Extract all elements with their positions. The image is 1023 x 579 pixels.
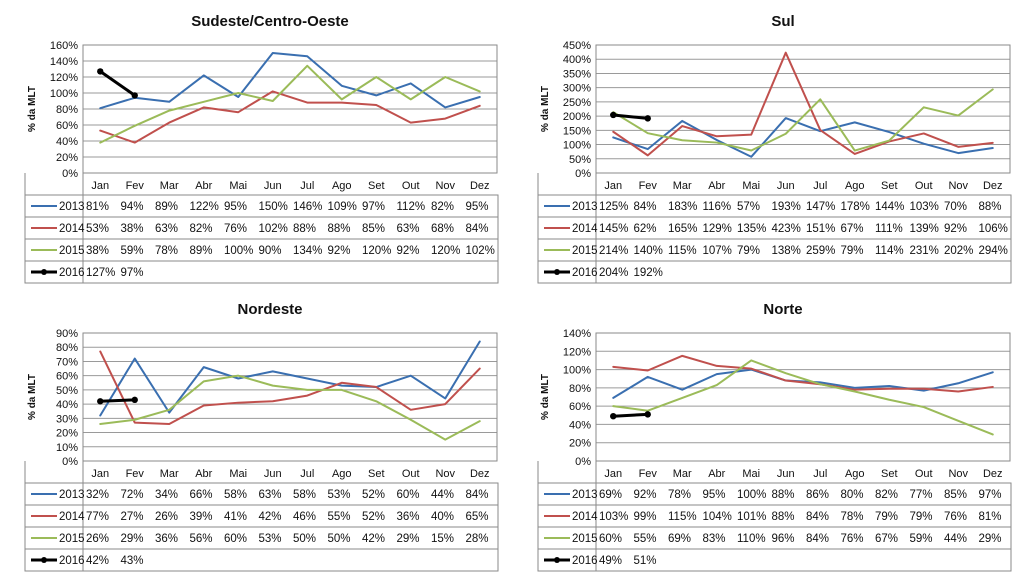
x-tick-label: Abr xyxy=(708,468,726,480)
table-cell: 88% xyxy=(771,511,795,523)
y-tick-label: 80% xyxy=(568,382,591,395)
table-cell: 78% xyxy=(155,245,179,257)
legend-label: 2016 xyxy=(59,267,85,279)
table-cell: 29% xyxy=(396,533,420,545)
table-cell: 294% xyxy=(978,245,1008,257)
table-cell: 92% xyxy=(396,245,420,257)
chart-svg xyxy=(5,294,505,579)
table-cell: 92% xyxy=(633,489,657,501)
data-point-2016 xyxy=(132,92,138,98)
table-cell: 26% xyxy=(155,511,179,523)
y-axis-label: % da MLT xyxy=(27,86,38,132)
x-tick-label: Nov xyxy=(948,180,969,192)
table-cell: 49% xyxy=(599,555,623,567)
table-cell: 44% xyxy=(944,533,968,545)
table-cell: 81% xyxy=(978,511,1002,523)
table-cell: 59% xyxy=(909,533,933,545)
table-cell: 76% xyxy=(840,533,864,545)
table-cell: 27% xyxy=(120,511,144,523)
x-tick-label: Set xyxy=(880,468,898,480)
x-tick-label: Jan xyxy=(91,468,110,480)
table-cell: 107% xyxy=(702,245,732,257)
y-tick-label: 20% xyxy=(568,437,591,450)
table-cell: 106% xyxy=(978,223,1008,235)
data-point-2016 xyxy=(645,115,651,121)
legend-label: 2013 xyxy=(59,489,85,501)
table-cell: 92% xyxy=(327,245,351,257)
series-line-2016 xyxy=(613,115,648,118)
table-cell: 63% xyxy=(155,223,179,235)
y-tick-label: 80% xyxy=(55,342,78,355)
x-tick-label: Abr xyxy=(708,180,726,192)
table-cell: 192% xyxy=(633,267,663,279)
chart-nordeste xyxy=(5,294,505,579)
table-cell: 82% xyxy=(431,201,455,213)
table-cell: 32% xyxy=(86,489,110,501)
table-cell: 140% xyxy=(633,245,663,257)
table-cell: 82% xyxy=(189,223,213,235)
x-tick-label: Mar xyxy=(672,468,692,480)
x-tick-label: Dez xyxy=(469,180,490,192)
chart-title: Norte xyxy=(763,301,803,318)
table-cell: 44% xyxy=(431,489,455,501)
chart-sul xyxy=(518,6,1018,291)
legend-label: 2013 xyxy=(572,489,598,501)
table-cell: 139% xyxy=(909,223,939,235)
table-cell: 95% xyxy=(224,201,248,213)
chart-svg xyxy=(518,294,1018,579)
x-tick-label: Mar xyxy=(159,180,179,192)
table-cell: 60% xyxy=(599,533,623,545)
table-cell: 97% xyxy=(362,201,386,213)
table-cell: 79% xyxy=(909,511,933,523)
table-cell: 58% xyxy=(224,489,248,501)
x-tick-label: Fev xyxy=(638,468,657,480)
y-tick-label: 300% xyxy=(562,82,591,95)
x-tick-label: Nov xyxy=(948,468,969,480)
x-tick-label: Jun xyxy=(263,468,282,480)
table-cell: 110% xyxy=(737,533,766,545)
table-cell: 38% xyxy=(86,245,110,257)
x-tick-label: Out xyxy=(914,180,933,192)
table-cell: 58% xyxy=(293,489,317,501)
table-cell: 60% xyxy=(396,489,420,501)
legend-label: 2015 xyxy=(59,245,85,257)
table-cell: 42% xyxy=(258,511,282,523)
table-cell: 97% xyxy=(978,489,1002,501)
y-tick-label: 450% xyxy=(562,40,591,52)
y-tick-label: 100% xyxy=(562,139,591,152)
table-cell: 52% xyxy=(362,511,386,523)
table-cell: 104% xyxy=(702,511,732,523)
table-cell: 79% xyxy=(737,245,761,257)
legend-label: 2016 xyxy=(572,267,598,279)
table-cell: 122% xyxy=(189,201,219,213)
table-cell: 41% xyxy=(224,511,248,523)
legend-label: 2015 xyxy=(59,533,85,545)
x-tick-label: Nov xyxy=(435,468,456,480)
x-tick-label: Dez xyxy=(982,180,1003,192)
series-line-2016 xyxy=(100,400,135,401)
table-cell: 46% xyxy=(293,511,317,523)
x-tick-label: Jun xyxy=(776,468,795,480)
x-tick-label: Jan xyxy=(604,180,623,192)
table-cell: 99% xyxy=(633,511,657,523)
x-tick-label: Set xyxy=(880,180,898,192)
x-tick-label: Jul xyxy=(300,180,315,192)
x-tick-label: Mar xyxy=(159,468,179,480)
x-tick-label: Mai xyxy=(742,468,761,480)
series-line-2014 xyxy=(613,53,993,156)
table-cell: 100% xyxy=(224,245,254,257)
chart-svg xyxy=(518,6,1018,291)
y-tick-label: 200% xyxy=(562,111,591,124)
table-cell: 77% xyxy=(909,489,933,501)
table-cell: 79% xyxy=(840,245,864,257)
table-cell: 178% xyxy=(840,201,870,213)
table-cell: 55% xyxy=(327,511,351,523)
x-tick-label: Jun xyxy=(776,180,795,192)
table-cell: 95% xyxy=(702,489,726,501)
y-tick-label: 0% xyxy=(62,456,78,468)
table-cell: 95% xyxy=(465,201,489,213)
table-cell: 38% xyxy=(120,223,144,235)
series-line-2015 xyxy=(613,89,993,150)
x-tick-label: Mai xyxy=(229,468,248,480)
table-cell: 151% xyxy=(806,223,836,235)
table-cell: 115% xyxy=(668,511,697,523)
legend-marker-2016 xyxy=(41,269,47,275)
x-tick-label: Ago xyxy=(331,180,352,192)
legend-marker-2016 xyxy=(554,269,560,275)
y-tick-label: 60% xyxy=(568,401,591,414)
table-cell: 85% xyxy=(362,223,386,235)
table-cell: 72% xyxy=(120,489,144,501)
table-cell: 103% xyxy=(599,511,629,523)
y-tick-label: 60% xyxy=(55,370,78,383)
table-cell: 67% xyxy=(875,533,899,545)
table-cell: 84% xyxy=(465,489,489,501)
x-tick-label: Fev xyxy=(638,180,657,192)
chart-title: Sul xyxy=(771,13,795,30)
y-tick-label: 30% xyxy=(55,413,78,426)
table-cell: 59% xyxy=(120,245,144,257)
table-cell: 42% xyxy=(86,555,110,567)
table-cell: 100% xyxy=(737,489,767,501)
table-cell: 112% xyxy=(396,201,426,213)
table-cell: 68% xyxy=(431,223,455,235)
table-cell: 150% xyxy=(258,201,288,213)
x-tick-label: Out xyxy=(914,468,933,480)
table-cell: 36% xyxy=(155,533,179,545)
table-cell: 39% xyxy=(189,511,213,523)
x-tick-label: Dez xyxy=(982,468,1003,480)
table-cell: 57% xyxy=(737,201,761,213)
x-tick-label: Jan xyxy=(91,180,110,192)
table-cell: 84% xyxy=(806,511,830,523)
x-tick-label: Nov xyxy=(435,180,456,192)
table-cell: 103% xyxy=(909,201,939,213)
table-cell: 214% xyxy=(599,245,629,257)
table-cell: 53% xyxy=(327,489,351,501)
table-cell: 15% xyxy=(431,533,455,545)
table-cell: 147% xyxy=(806,201,836,213)
table-cell: 125% xyxy=(599,201,629,213)
x-tick-label: Mar xyxy=(672,180,692,192)
x-tick-label: Set xyxy=(367,180,385,192)
table-cell: 116% xyxy=(702,201,732,213)
y-tick-label: 250% xyxy=(562,96,591,109)
table-cell: 77% xyxy=(86,511,110,523)
table-cell: 204% xyxy=(599,267,629,279)
y-tick-label: 0% xyxy=(62,168,78,180)
table-cell: 144% xyxy=(875,201,905,213)
table-cell: 50% xyxy=(327,533,351,545)
x-tick-label: Jun xyxy=(263,180,282,192)
data-point-2016 xyxy=(610,112,616,118)
table-cell: 92% xyxy=(944,223,968,235)
table-cell: 90% xyxy=(258,245,282,257)
y-tick-label: 100% xyxy=(562,364,591,377)
table-cell: 115% xyxy=(668,245,697,257)
table-cell: 60% xyxy=(224,533,248,545)
table-cell: 145% xyxy=(599,223,629,235)
chart-title: Nordeste xyxy=(237,301,303,318)
table-cell: 135% xyxy=(737,223,767,235)
y-tick-label: 50% xyxy=(568,153,591,166)
table-cell: 80% xyxy=(840,489,864,501)
legend-label: 2016 xyxy=(572,555,598,567)
x-tick-label: Jan xyxy=(604,468,623,480)
table-cell: 146% xyxy=(293,201,323,213)
table-cell: 26% xyxy=(86,533,110,545)
table-cell: 55% xyxy=(633,533,657,545)
table-cell: 52% xyxy=(362,489,386,501)
x-tick-label: Mai xyxy=(229,180,248,192)
data-point-2016 xyxy=(610,413,616,419)
table-cell: 51% xyxy=(633,555,657,567)
x-tick-label: Mai xyxy=(742,180,761,192)
table-cell: 84% xyxy=(465,223,489,235)
table-cell: 29% xyxy=(120,533,144,545)
table-cell: 63% xyxy=(396,223,420,235)
y-tick-label: 60% xyxy=(55,120,78,132)
y-axis-label: % da MLT xyxy=(540,374,551,420)
x-tick-label: Abr xyxy=(195,468,213,480)
x-tick-label: Ago xyxy=(331,468,352,480)
table-cell: 88% xyxy=(771,489,795,501)
y-tick-label: 120% xyxy=(562,346,591,359)
table-cell: 89% xyxy=(155,201,179,213)
table-cell: 62% xyxy=(633,223,657,235)
table-cell: 28% xyxy=(465,533,489,545)
x-tick-label: Abr xyxy=(195,180,213,192)
legend-label: 2013 xyxy=(572,201,598,213)
table-cell: 129% xyxy=(702,223,732,235)
x-tick-label: Ago xyxy=(844,180,865,192)
y-tick-label: 90% xyxy=(55,328,78,340)
table-cell: 63% xyxy=(258,489,282,501)
table-cell: 29% xyxy=(978,533,1002,545)
table-cell: 96% xyxy=(771,533,795,545)
chart-sudeste-centro-oeste xyxy=(5,6,505,291)
table-cell: 202% xyxy=(944,245,974,257)
y-tick-label: 120% xyxy=(49,72,78,84)
table-cell: 193% xyxy=(771,201,801,213)
y-tick-label: 40% xyxy=(55,136,78,148)
x-tick-label: Jul xyxy=(300,468,315,480)
table-cell: 83% xyxy=(702,533,726,545)
x-tick-label: Out xyxy=(401,468,420,480)
x-tick-label: Out xyxy=(401,180,420,192)
legend-label: 2013 xyxy=(59,201,85,213)
table-cell: 66% xyxy=(189,489,213,501)
table-cell: 82% xyxy=(875,489,899,501)
table-cell: 84% xyxy=(806,533,830,545)
table-cell: 165% xyxy=(668,223,698,235)
y-tick-label: 20% xyxy=(55,427,78,440)
y-tick-label: 140% xyxy=(562,328,591,340)
chart-svg xyxy=(5,6,505,291)
x-tick-label: Set xyxy=(367,468,385,480)
series-line-2013 xyxy=(613,370,993,398)
x-tick-label: Dez xyxy=(469,468,490,480)
y-axis-label: % da MLT xyxy=(540,86,551,132)
table-cell: 102% xyxy=(465,245,495,257)
table-cell: 120% xyxy=(431,245,461,257)
table-cell: 69% xyxy=(599,489,623,501)
table-cell: 69% xyxy=(668,533,692,545)
table-cell: 36% xyxy=(396,511,420,523)
legend-label: 2015 xyxy=(572,245,598,257)
table-cell: 101% xyxy=(737,511,767,523)
table-cell: 127% xyxy=(86,267,116,279)
table-cell: 84% xyxy=(633,201,657,213)
data-point-2016 xyxy=(97,68,103,74)
data-point-2016 xyxy=(645,411,651,417)
table-cell: 97% xyxy=(120,267,144,279)
table-cell: 423% xyxy=(771,223,801,235)
y-tick-label: 100% xyxy=(49,88,78,100)
table-cell: 78% xyxy=(668,489,692,501)
table-cell: 42% xyxy=(362,533,386,545)
y-tick-label: 160% xyxy=(49,40,78,52)
y-tick-label: 0% xyxy=(575,168,591,180)
table-cell: 65% xyxy=(465,511,489,523)
y-axis-label: % da MLT xyxy=(27,374,38,420)
table-cell: 53% xyxy=(258,533,282,545)
table-cell: 40% xyxy=(431,511,455,523)
table-cell: 50% xyxy=(293,533,317,545)
table-cell: 81% xyxy=(86,201,110,213)
table-cell: 88% xyxy=(978,201,1002,213)
data-point-2016 xyxy=(132,397,138,403)
table-cell: 114% xyxy=(875,245,904,257)
y-tick-label: 10% xyxy=(55,441,78,454)
y-tick-label: 40% xyxy=(568,419,591,432)
table-cell: 88% xyxy=(293,223,317,235)
table-cell: 56% xyxy=(189,533,213,545)
table-cell: 259% xyxy=(806,245,836,257)
y-tick-label: 0% xyxy=(575,456,591,468)
table-cell: 183% xyxy=(668,201,698,213)
x-tick-label: Jul xyxy=(813,468,828,480)
y-tick-label: 350% xyxy=(562,68,591,81)
y-tick-label: 80% xyxy=(55,104,78,116)
table-cell: 76% xyxy=(944,511,968,523)
legend-label: 2014 xyxy=(572,223,598,235)
y-tick-label: 140% xyxy=(49,56,78,68)
x-tick-label: Jul xyxy=(813,180,828,192)
table-cell: 78% xyxy=(840,511,864,523)
table-cell: 102% xyxy=(258,223,288,235)
y-tick-label: 50% xyxy=(55,384,78,397)
chart-norte xyxy=(518,294,1018,579)
table-cell: 89% xyxy=(189,245,213,257)
series-line-2016 xyxy=(100,71,135,95)
y-tick-label: 20% xyxy=(55,152,78,164)
legend-label: 2014 xyxy=(59,511,85,523)
table-cell: 88% xyxy=(327,223,351,235)
legend-marker-2016 xyxy=(41,557,47,563)
table-cell: 34% xyxy=(155,489,179,501)
y-tick-label: 400% xyxy=(562,54,591,67)
legend-label: 2015 xyxy=(572,533,598,545)
legend-label: 2014 xyxy=(59,223,85,235)
y-tick-label: 70% xyxy=(55,356,78,369)
table-cell: 120% xyxy=(362,245,392,257)
table-cell: 70% xyxy=(944,201,968,213)
table-cell: 111% xyxy=(875,223,903,235)
table-cell: 94% xyxy=(120,201,144,213)
table-cell: 109% xyxy=(327,201,357,213)
plot-area xyxy=(83,333,497,461)
x-tick-label: Fev xyxy=(125,180,144,192)
y-tick-label: 150% xyxy=(562,125,591,138)
x-tick-label: Ago xyxy=(844,468,865,480)
table-cell: 134% xyxy=(293,245,323,257)
table-cell: 86% xyxy=(806,489,830,501)
chart-title: Sudeste/Centro-Oeste xyxy=(191,13,349,30)
table-cell: 85% xyxy=(944,489,968,501)
plot-area xyxy=(596,45,1010,173)
data-point-2016 xyxy=(97,398,103,404)
table-cell: 67% xyxy=(840,223,864,235)
table-cell: 53% xyxy=(86,223,110,235)
legend-marker-2016 xyxy=(554,557,560,563)
table-cell: 76% xyxy=(224,223,248,235)
table-cell: 43% xyxy=(120,555,144,567)
series-line-2016 xyxy=(613,414,648,416)
table-cell: 79% xyxy=(875,511,899,523)
table-cell: 231% xyxy=(909,245,939,257)
table-cell: 138% xyxy=(771,245,801,257)
plot-area xyxy=(596,333,1010,461)
legend-label: 2016 xyxy=(59,555,85,567)
y-tick-label: 40% xyxy=(55,399,78,412)
legend-label: 2014 xyxy=(572,511,598,523)
x-tick-label: Fev xyxy=(125,468,144,480)
series-line-2015 xyxy=(613,360,993,434)
